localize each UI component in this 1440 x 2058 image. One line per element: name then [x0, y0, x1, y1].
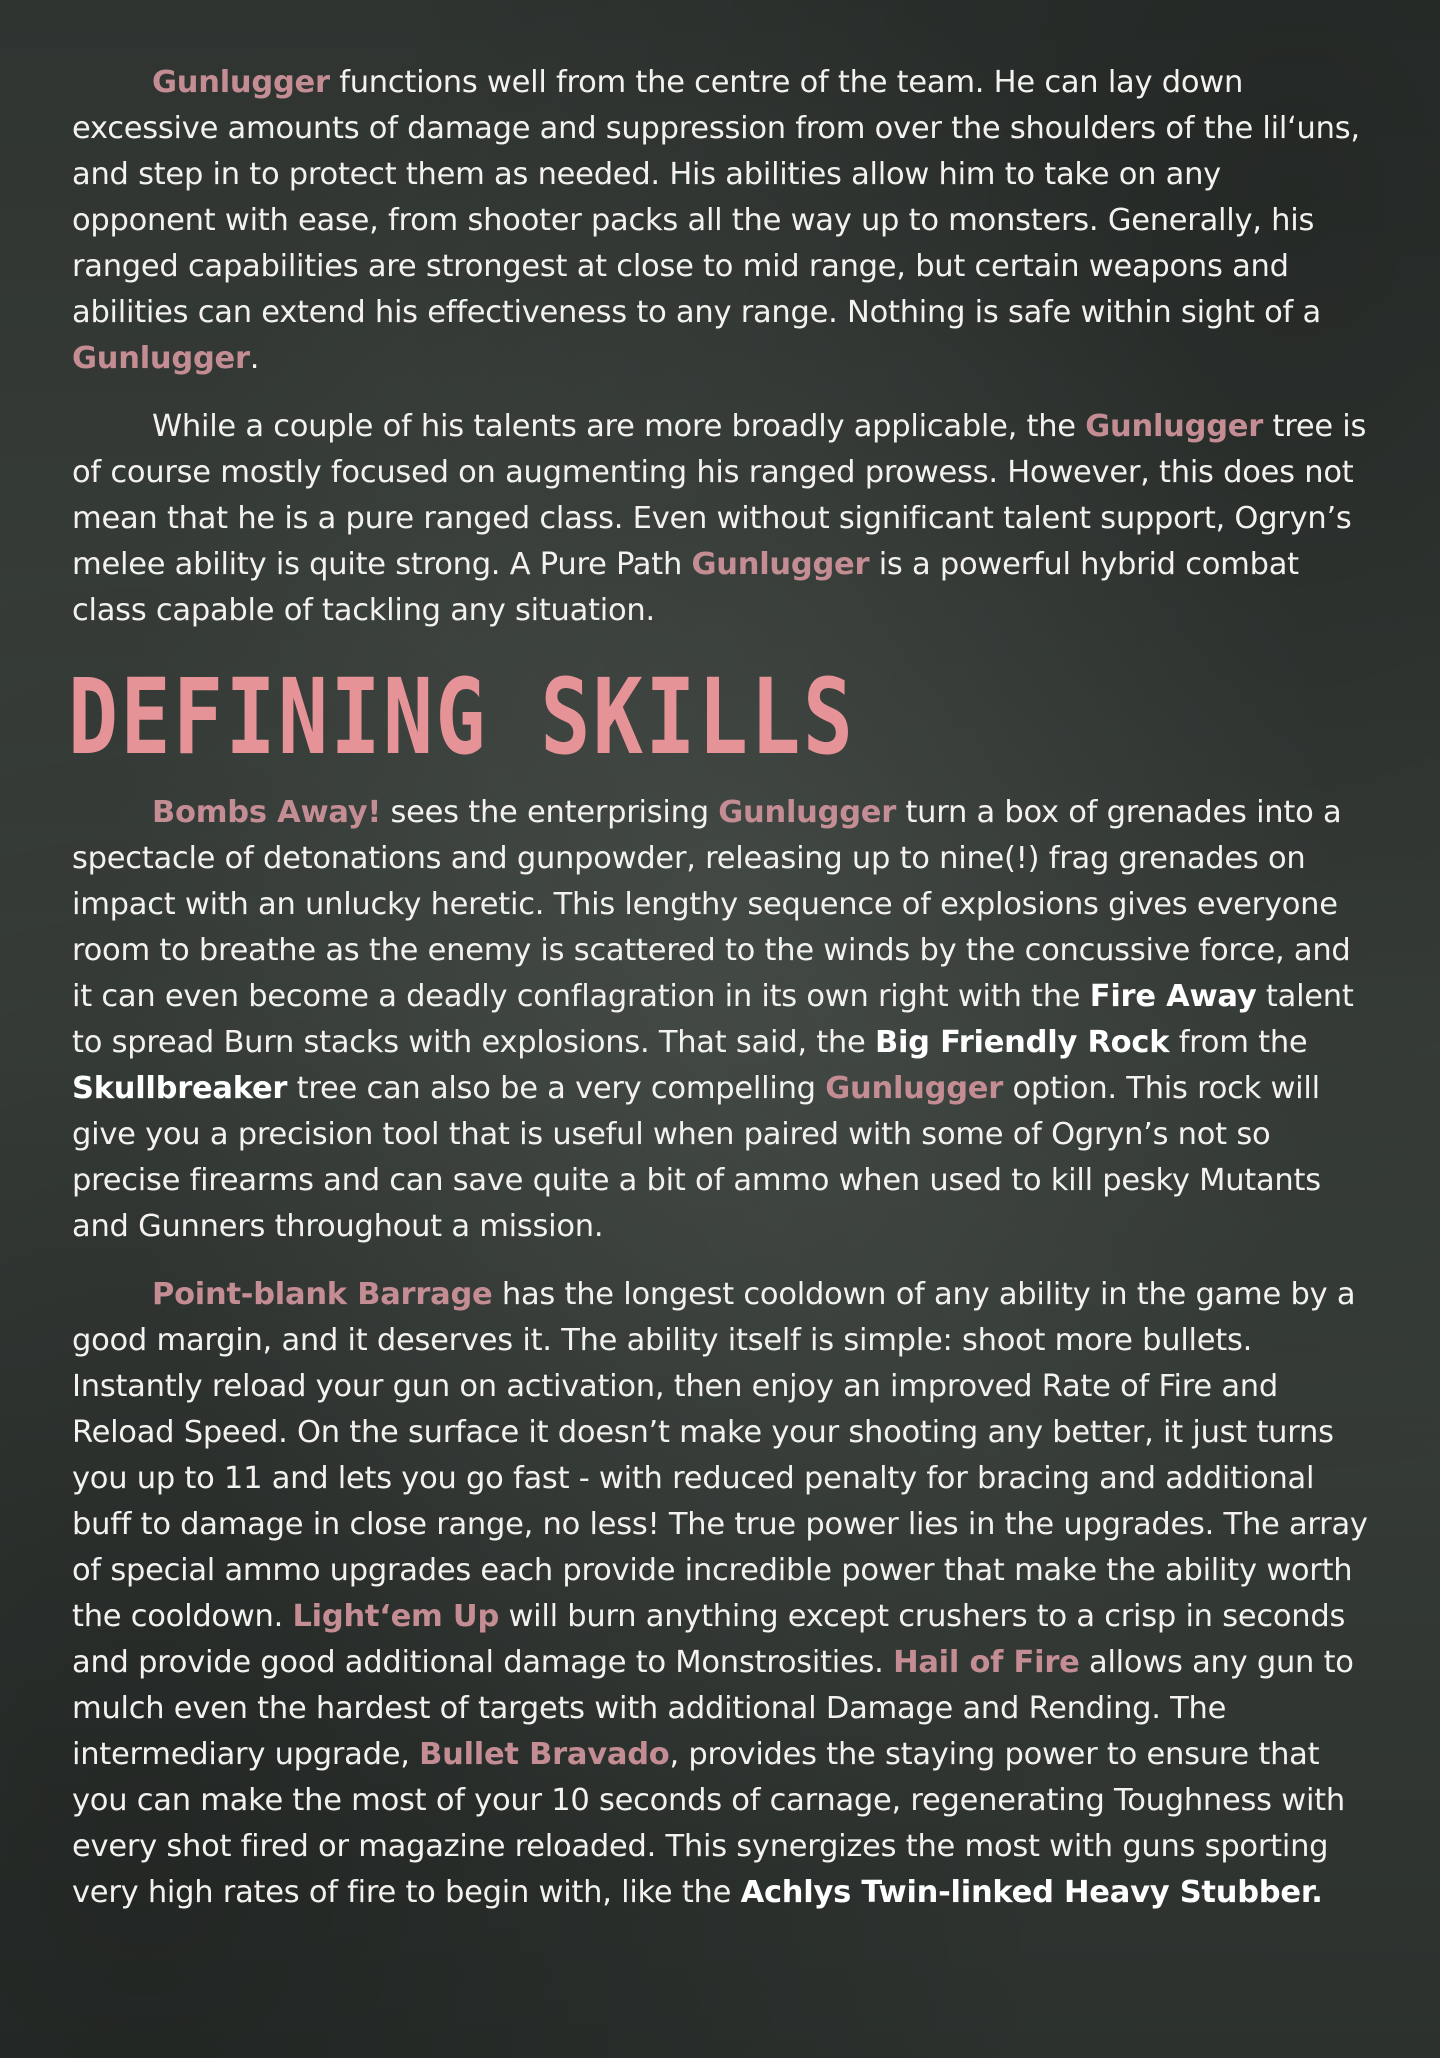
text-run: option. This rock will give you a precision tool that is useful when paired with some of Ogryn’s not so precise firearms and can save quite a bit of ammo when used to kill pesky Mutants and Gunners throughout a mission.: [72, 1071, 1321, 1244]
term-bombs-away: Bombs Away!: [152, 795, 382, 830]
text-run: functions well from the centre of the team. He can lay down excessive amounts of damage and suppression from over the shoulders of the lil‘uns, and step in to protect them as needed. His abilities allow him to take on any opponent with ease, from shooter packs all the way up to monsters. Generally, his ranged capabilities are strongest at close to mid range, but certain weapons and abilities can extend his effectiveness to any range. Nothing is safe within sight of a: [72, 65, 1360, 330]
text-run: tree is of course mostly focused on augmenting his ranged prowess. However, this does not mean that he is a pure ranged class. Even without significant talent support, Ogryn’s melee ability is quite strong. A Pure Path: [72, 409, 1367, 582]
term-point-blank-barrage: Point-blank Barrage: [152, 1277, 493, 1312]
term-gunlugger: Gunlugger: [825, 1071, 1004, 1106]
text-run: talent to spread Burn stacks with explosions. That said, the: [72, 979, 1354, 1060]
intro-paragraph-talents: [72, 404, 1370, 634]
term-gunlugger: Gunlugger: [1085, 409, 1264, 444]
text-run: sees the enterprising: [381, 795, 719, 830]
term-gunlugger: Gunlugger: [152, 65, 330, 100]
paragraph-point-blank-barrage: [72, 1272, 1370, 1916]
text-run: will burn anything except crushers to a crisp in seconds and provide good additional damage to Monstrosities.: [72, 1599, 1346, 1680]
text-run: is a powerful hybrid combat class capable of tackling any situation.: [72, 547, 1299, 628]
section-heading: DEFINING SKILLS: [68, 656, 856, 778]
intro-paragraph-role: [72, 60, 1370, 382]
text-run: .: [249, 341, 260, 376]
text-run: tree can also be a very compelling: [287, 1071, 826, 1106]
paragraph-bombs-away: [72, 790, 1370, 1250]
term-light-em-up: Light‘em Up: [292, 1599, 500, 1634]
term-bullet-bravado: Bullet Bravado: [419, 1737, 670, 1772]
text-run: turn a box of grenades into a spectacle of detonations and gunpowder, releasing up to nine(!) frag grenades on impact with an unlucky heretic. This lengthy sequence of explosions gives everyone room to breathe as the enemy is scattered to the winds by the concussive force, and it can even become a deadly conflagration in its own right with the: [72, 795, 1351, 1014]
text-run: allows any gun to mulch even the hardest of targets with additional Damage and Rending. The intermediary upgrade,: [72, 1645, 1354, 1772]
term-gunlugger: Gunlugger: [718, 795, 897, 830]
text-run: , provides the staying power to ensure that you can make the most of your 10 seconds of carnage, regenerating Toughness with every shot fired or magazine reloaded. This synergizes the most with guns sporting very high rates of fire to begin with, like the: [72, 1737, 1345, 1910]
term-hail-of-fire: Hail of Fire: [893, 1645, 1080, 1680]
term-gunlugger: Gunlugger: [72, 341, 250, 376]
text-run: has the longest cooldown of any ability in the game by a good margin, and it deserves it. The ability itself is simple: shoot more bullets. Instantly reload your gun on activation, then enjoy an improved Rate of Fire and Reload Speed. On the surface it doesn’t make your shooting any better, it just turns you up to 11 and lets you go fast - with reduced penalty for bracing and additional buff to damage in close range, no less! The true power lies in the upgrades. The array of special ammo upgrades each provide incredible power that make the ability worth the cooldown.: [72, 1277, 1368, 1634]
term-fire-away: Fire Away: [1089, 979, 1257, 1014]
term-big-friendly-rock: Big Friendly Rock: [874, 1025, 1170, 1060]
term-skullbreaker: Skullbreaker: [72, 1071, 288, 1106]
text-run: from the: [1169, 1025, 1308, 1060]
term-gunlugger: Gunlugger: [691, 547, 870, 582]
term-achlys-twin-linked-heavy-stubber: Achlys Twin-linked Heavy Stubber.: [740, 1875, 1323, 1910]
text-run: While a couple of his talents are more broadly applicable, the: [152, 409, 1086, 444]
